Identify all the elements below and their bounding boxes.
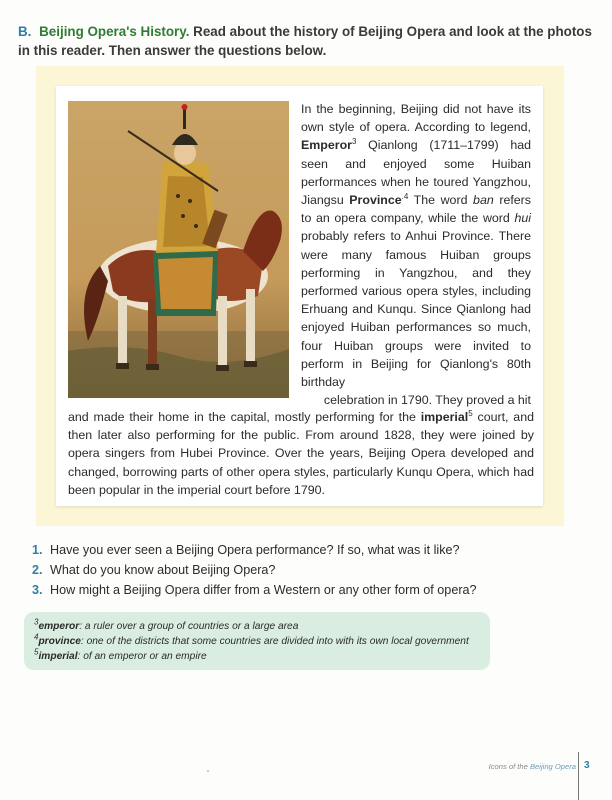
glossary-entry bbox=[34, 634, 490, 649]
term-hui: hui bbox=[514, 211, 531, 226]
page-number: 3 bbox=[584, 760, 590, 771]
footnote-mark: 4 bbox=[34, 632, 39, 642]
running-footer-title bbox=[489, 762, 576, 771]
question-text: What do you know about Beijing Opera? bbox=[50, 563, 276, 577]
text-span: refers to an opera company, while the word bbox=[301, 193, 531, 226]
question-item bbox=[32, 540, 592, 560]
glossary-entry bbox=[34, 619, 490, 634]
question-text: How might a Beijing Opera differ from a Western or any other form of opera? bbox=[50, 583, 477, 597]
text-span: The word bbox=[408, 193, 474, 208]
footer-title-part: Icons of the bbox=[488, 762, 530, 771]
text-span: court, and then later also performing for the public. From around 1828, they were joined by opera singers from Hubei Province. Over the years, Beijing Opera developed and changed, borrowing parts of other opera styles, particularly Kunqu Opera, which had been popular in the imperial court before 1790. bbox=[68, 410, 534, 497]
glossary-definition: : a ruler over a group of countries or a large area bbox=[79, 621, 299, 632]
task-text: Read about the history of Beijing Opera and look at the photos in this reader. Then answer the questions below. bbox=[18, 24, 592, 58]
question-number: 2. bbox=[32, 563, 43, 577]
emperor-on-horse-painting bbox=[68, 101, 289, 398]
footnote-ref: 5 bbox=[468, 408, 473, 418]
glossary-definition: : of an emperor or an empire bbox=[77, 651, 207, 662]
footnote-mark: 3 bbox=[34, 617, 39, 627]
glossary-term: imperial bbox=[38, 651, 78, 662]
glossary-term: emperor bbox=[38, 621, 80, 632]
text-span: probably refers to Anhui Province. There were many famous Huiban groups performing in Yangzhou, and they performed various opera styles, including Erhuang and Kunqu. Since Qianlong had enjoyed Huiban performances so much, four Huiban groups were invited to perform in Beijing for Qianlong's 80th birthday bbox=[301, 229, 531, 390]
glossary-term: province bbox=[38, 636, 81, 647]
task-title: Beijing Opera's History. bbox=[39, 24, 190, 39]
footnote-mark: 5 bbox=[34, 647, 39, 657]
reader-full-width-text bbox=[68, 408, 534, 499]
reader-paragraph-1 bbox=[301, 100, 531, 391]
reader-card bbox=[56, 86, 543, 506]
text-span: Qianlong (1711–1799) had seen and enjoyed some Huiban performances when he toured Yangzhou, Jiangsu bbox=[301, 138, 531, 208]
question-text: Have you ever seen a Beijing Opera performance? If so, what was it like? bbox=[50, 543, 460, 557]
footnote-ref: 3 bbox=[351, 137, 357, 147]
glossary-entry bbox=[34, 649, 490, 664]
text-span: and made their home in the capital, mostly performing for the bbox=[68, 410, 421, 424]
text-span: In the beginning, Beijing did not have its own style of opera. According to legend, bbox=[301, 102, 531, 135]
term-province: Province bbox=[349, 193, 402, 208]
reader-paragraph-1-end: celebration in 1790. They proved a hit bbox=[323, 393, 531, 408]
glossary-box bbox=[24, 612, 490, 670]
reader-column-text bbox=[301, 100, 531, 409]
question-item bbox=[32, 580, 592, 600]
question-number: 1. bbox=[32, 543, 43, 557]
term-emperor: Emperor bbox=[301, 138, 352, 153]
question-number: 3. bbox=[32, 583, 43, 597]
term-ban: ban bbox=[473, 193, 494, 208]
glossary-definition: : one of the districts that some countries are divided into with its own local government bbox=[80, 636, 469, 647]
decorative-dot bbox=[207, 770, 209, 772]
question-list bbox=[32, 540, 592, 600]
footnote-ref: .4 bbox=[401, 191, 409, 201]
footer-title-accent: Beijing Opera bbox=[529, 762, 576, 771]
footer-divider bbox=[578, 752, 579, 800]
question-item bbox=[32, 560, 592, 580]
task-letter: B. bbox=[18, 24, 32, 39]
task-instruction bbox=[18, 22, 598, 60]
term-imperial: imperial bbox=[420, 410, 469, 424]
